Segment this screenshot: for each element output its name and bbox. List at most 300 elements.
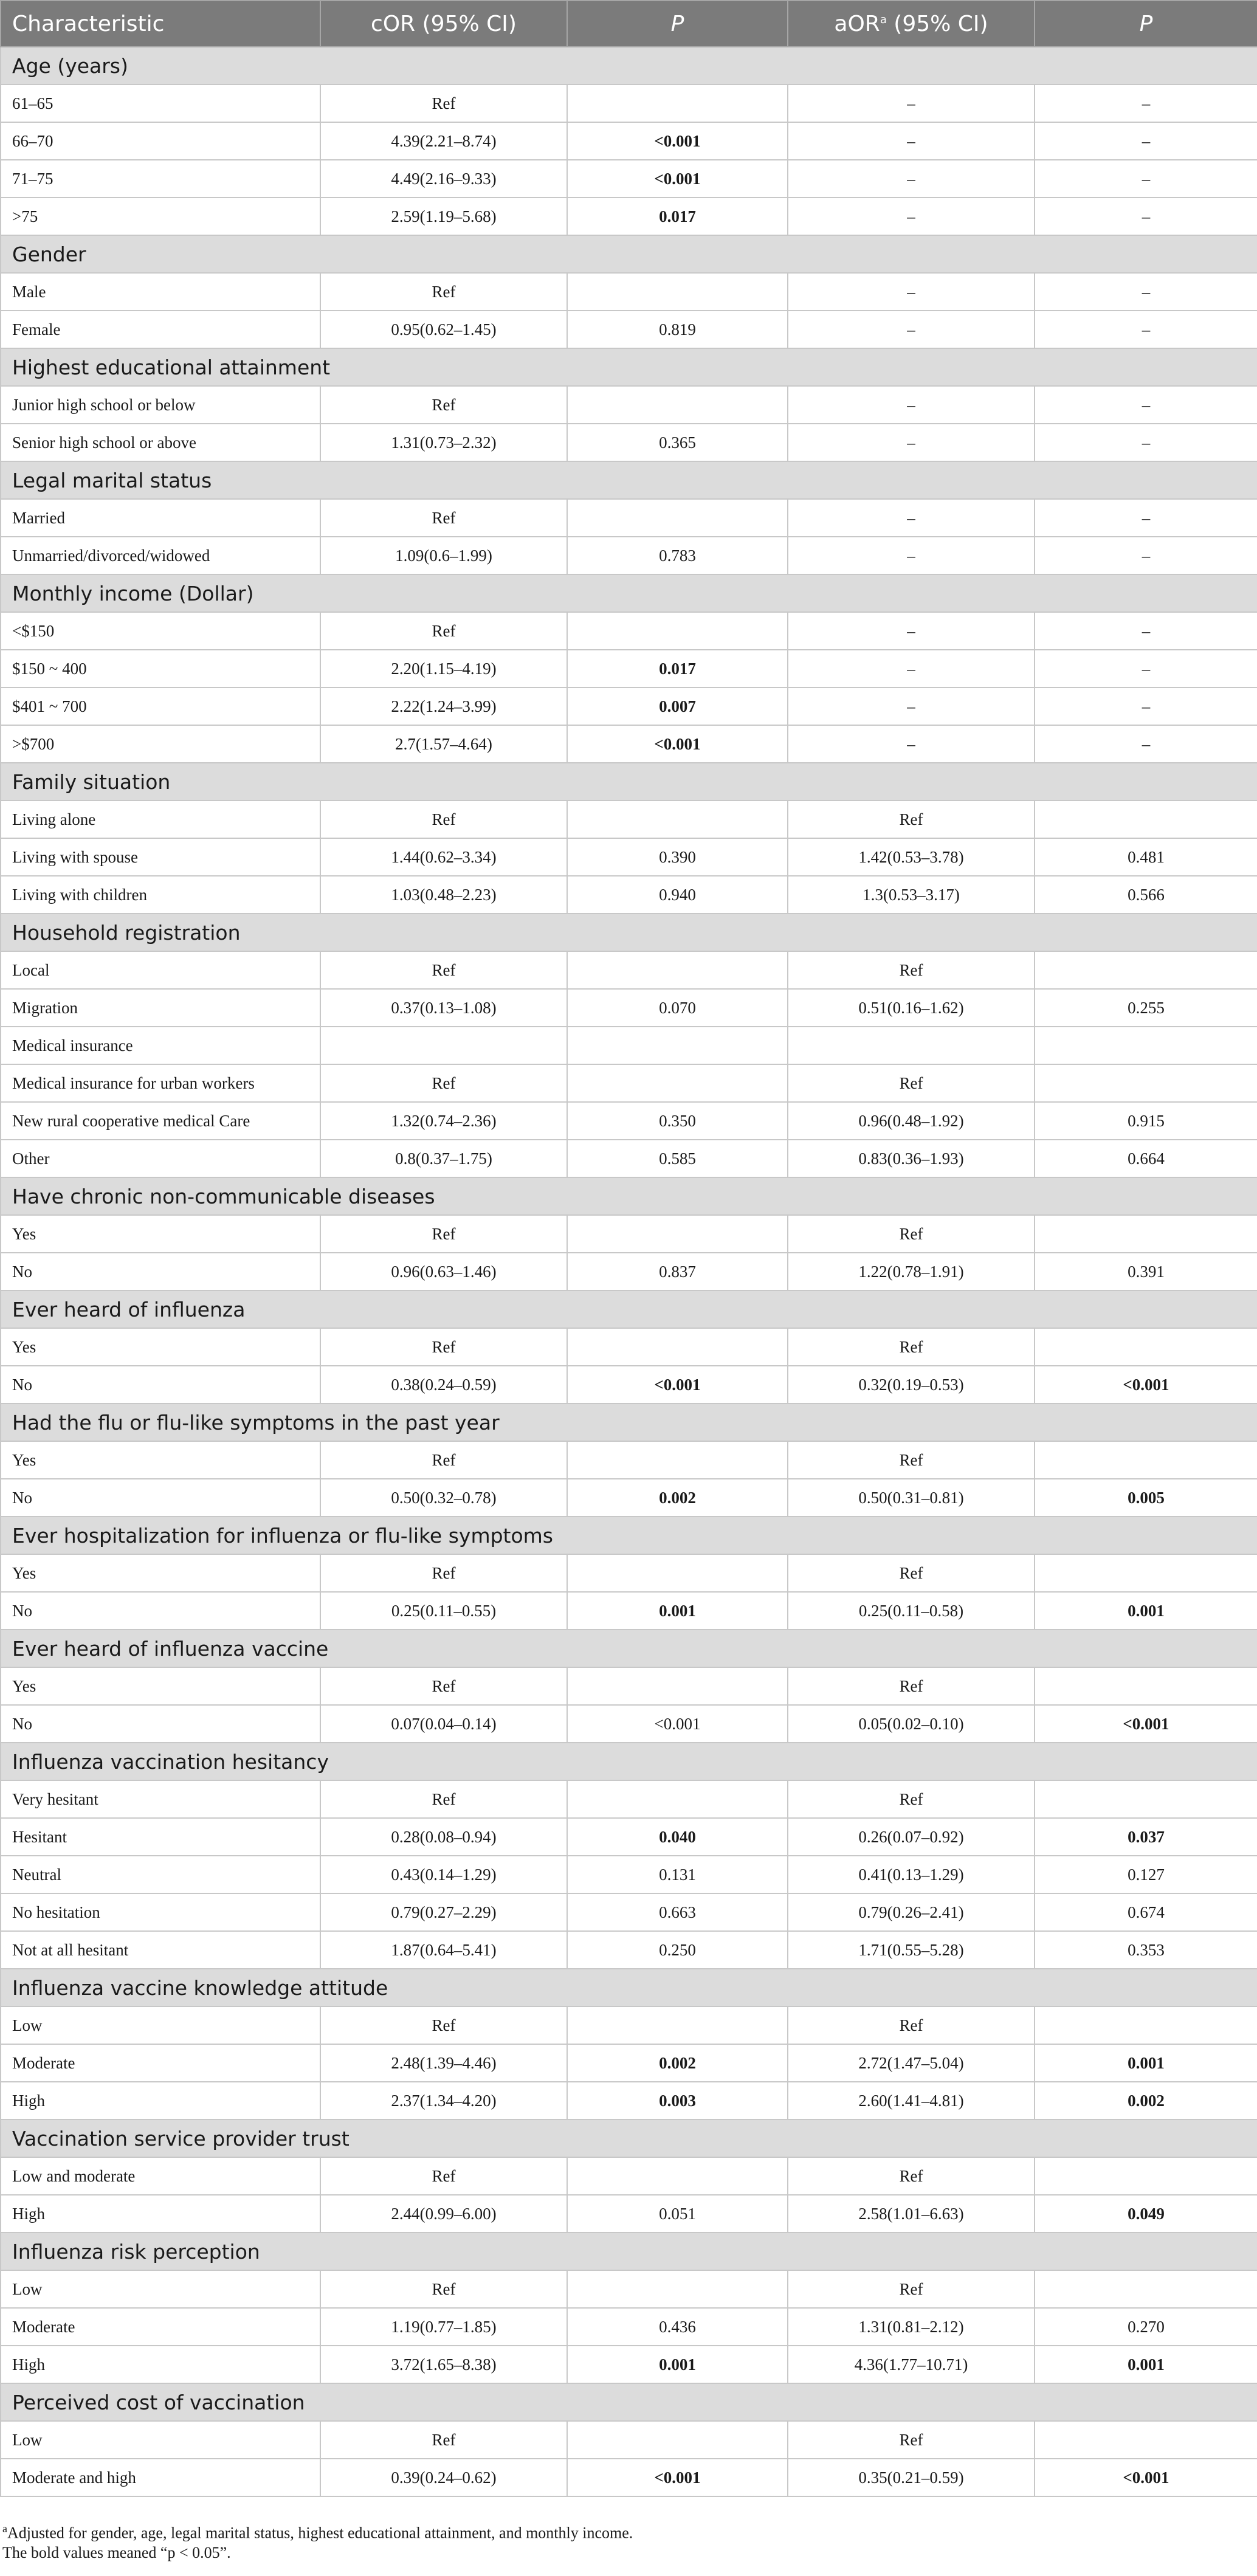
cell-p-adjusted: 0.481: [1035, 838, 1257, 876]
cell-p-adjusted: –: [1035, 650, 1257, 687]
row-label: No: [1, 1253, 320, 1290]
table-row: [1, 1818, 1257, 1856]
cell-p-adjusted: <0.001: [1035, 1366, 1257, 1403]
cell-cor: 0.79(0.27–2.29): [320, 1893, 567, 1931]
table-row: [1, 2157, 1257, 2195]
cell-p-crude: [567, 801, 788, 838]
section-row: [1, 2383, 1257, 2421]
cell-aor: 0.41(0.13–1.29): [788, 1856, 1035, 1893]
cell-p-crude: 0.017: [567, 198, 788, 235]
row-label: Living with children: [1, 876, 320, 914]
table-row: [1, 1366, 1257, 1403]
row-label: Unmarried/divorced/widowed: [1, 537, 320, 574]
cell-cor: 4.49(2.16–9.33): [320, 160, 567, 198]
cell-aor: 0.35(0.21–0.59): [788, 2459, 1035, 2496]
cell-cor: 4.39(2.21–8.74): [320, 122, 567, 160]
table-row: [1, 1253, 1257, 1290]
table-body: [1, 47, 1257, 2496]
cell-aor: 0.50(0.31–0.81): [788, 1479, 1035, 1517]
row-label: Yes: [1, 1328, 320, 1366]
cell-p-crude: [567, 1780, 788, 1818]
row-label: Low: [1, 2270, 320, 2308]
cell-p-crude: 0.002: [567, 2044, 788, 2082]
row-label: Local: [1, 951, 320, 989]
table-row: [1, 1328, 1257, 1366]
cell-p-crude: 0.001: [567, 1592, 788, 1630]
cell-aor: Ref: [788, 1064, 1035, 1102]
table-row: [1, 951, 1257, 989]
header-characteristic: Characteristic: [1, 1, 320, 47]
row-label: Migration: [1, 989, 320, 1027]
cell-p-adjusted: [1035, 1554, 1257, 1592]
row-label: Married: [1, 499, 320, 537]
cell-cor: 2.7(1.57–4.64): [320, 725, 567, 763]
table-row: [1, 1027, 1257, 1064]
cell-cor: 2.37(1.34–4.20): [320, 2082, 567, 2120]
cell-p-crude: [567, 84, 788, 122]
cell-aor: –: [788, 537, 1035, 574]
header-aor-label: aOR: [834, 11, 880, 36]
cell-aor: –: [788, 84, 1035, 122]
table-row: [1, 84, 1257, 122]
cell-aor: Ref: [788, 2157, 1035, 2195]
table-row: [1, 424, 1257, 461]
cell-aor: 0.05(0.02–0.10): [788, 1705, 1035, 1743]
cell-aor: –: [788, 273, 1035, 311]
table-row: [1, 160, 1257, 198]
row-label: Moderate: [1, 2044, 320, 2082]
table-row: [1, 122, 1257, 160]
cell-p-crude: <0.001: [567, 160, 788, 198]
table-row: [1, 1441, 1257, 1479]
row-label: 71–75: [1, 160, 320, 198]
row-label: No: [1, 1705, 320, 1743]
cell-p-adjusted: 0.127: [1035, 1856, 1257, 1893]
cell-cor: Ref: [320, 386, 567, 424]
table-row: [1, 311, 1257, 348]
table-row: [1, 1140, 1257, 1177]
cell-cor: 2.22(1.24–3.99): [320, 687, 567, 725]
cell-cor: 0.38(0.24–0.59): [320, 1366, 567, 1403]
cell-p-crude: 0.350: [567, 1102, 788, 1140]
table-row: [1, 2346, 1257, 2383]
cell-p-adjusted: 0.001: [1035, 2044, 1257, 2082]
cell-aor: –: [788, 160, 1035, 198]
table-row: [1, 1931, 1257, 1969]
header-row: [1, 1, 1257, 47]
row-label: Female: [1, 311, 320, 348]
cell-p-crude: [567, 386, 788, 424]
cell-p-crude: [567, 499, 788, 537]
cell-aor: –: [788, 311, 1035, 348]
section-title: Monthly income (Dollar): [1, 574, 1257, 612]
cell-aor: 0.83(0.36–1.93): [788, 1140, 1035, 1177]
section-title: Gender: [1, 235, 1257, 273]
section-title: Have chronic non-communicable diseases: [1, 1177, 1257, 1215]
cell-cor: Ref: [320, 499, 567, 537]
cell-p-adjusted: [1035, 1780, 1257, 1818]
cell-aor: Ref: [788, 2270, 1035, 2308]
cell-aor: 0.26(0.07–0.92): [788, 1818, 1035, 1856]
cell-aor: –: [788, 687, 1035, 725]
cell-aor: 1.22(0.78–1.91): [788, 1253, 1035, 1290]
cell-aor: 2.72(1.47–5.04): [788, 2044, 1035, 2082]
cell-p-crude: [567, 1554, 788, 1592]
cell-cor: 0.28(0.08–0.94): [320, 1818, 567, 1856]
table-row: [1, 687, 1257, 725]
cell-aor: –: [788, 725, 1035, 763]
table-row: [1, 1780, 1257, 1818]
header-cor: cOR (95% CI): [320, 1, 567, 47]
cell-p-adjusted: –: [1035, 537, 1257, 574]
row-label: No hesitation: [1, 1893, 320, 1931]
table-row: [1, 1102, 1257, 1140]
cell-aor: 4.36(1.77–10.71): [788, 2346, 1035, 2383]
cell-p-adjusted: [1035, 1064, 1257, 1102]
section-row: [1, 574, 1257, 612]
row-label: Junior high school or below: [1, 386, 320, 424]
table-row: [1, 273, 1257, 311]
row-label: Yes: [1, 1554, 320, 1592]
cell-cor: Ref: [320, 1554, 567, 1592]
cell-p-crude: 0.070: [567, 989, 788, 1027]
cell-aor: 2.58(1.01–6.63): [788, 2195, 1035, 2233]
cell-p-crude: 0.819: [567, 311, 788, 348]
row-label: Low and moderate: [1, 2157, 320, 2195]
cell-p-crude: [567, 1328, 788, 1366]
cell-p-crude: 0.007: [567, 687, 788, 725]
cell-p-adjusted: [1035, 2006, 1257, 2044]
cell-cor: 0.8(0.37–1.75): [320, 1140, 567, 1177]
section-title: Highest educational attainment: [1, 348, 1257, 386]
table-row: [1, 2044, 1257, 2082]
cell-p-crude: 0.663: [567, 1893, 788, 1931]
cell-p-adjusted: 0.005: [1035, 1479, 1257, 1517]
section-row: [1, 1403, 1257, 1441]
section-row: [1, 1177, 1257, 1215]
row-label: Yes: [1, 1667, 320, 1705]
cell-aor: 2.60(1.41–4.81): [788, 2082, 1035, 2120]
cell-p-adjusted: [1035, 1667, 1257, 1705]
cell-aor: –: [788, 198, 1035, 235]
cell-p-crude: 0.250: [567, 1931, 788, 1969]
cell-aor: –: [788, 122, 1035, 160]
cell-cor: Ref: [320, 84, 567, 122]
cell-p-adjusted: –: [1035, 725, 1257, 763]
cell-p-crude: 0.001: [567, 2346, 788, 2383]
cell-aor: –: [788, 386, 1035, 424]
table-row: [1, 1215, 1257, 1253]
section-title: Family situation: [1, 763, 1257, 801]
row-label: Other: [1, 1140, 320, 1177]
section-row: [1, 1290, 1257, 1328]
section-row: [1, 235, 1257, 273]
cell-cor: Ref: [320, 801, 567, 838]
cell-p-adjusted: <0.001: [1035, 2459, 1257, 2496]
cell-cor: Ref: [320, 2157, 567, 2195]
row-label: Hesitant: [1, 1818, 320, 1856]
cell-p-adjusted: [1035, 2270, 1257, 2308]
table-row: [1, 2006, 1257, 2044]
cell-aor: Ref: [788, 1554, 1035, 1592]
table-header: [1, 1, 1257, 47]
table-row: [1, 2270, 1257, 2308]
cell-cor: Ref: [320, 1328, 567, 1366]
cell-cor: Ref: [320, 1215, 567, 1253]
row-label: No: [1, 1479, 320, 1517]
table-footnotes: [0, 2516, 1257, 2565]
table-row: [1, 1592, 1257, 1630]
cell-p-adjusted: –: [1035, 612, 1257, 650]
cell-aor: Ref: [788, 2006, 1035, 2044]
row-label: Medical insurance: [1, 1027, 320, 1064]
cell-p-adjusted: –: [1035, 424, 1257, 461]
cell-p-crude: 0.585: [567, 1140, 788, 1177]
section-title: Influenza vaccination hesitancy: [1, 1743, 1257, 1780]
cell-p-adjusted: –: [1035, 198, 1257, 235]
cell-p-adjusted: <0.001: [1035, 1705, 1257, 1743]
cell-aor: –: [788, 424, 1035, 461]
section-row: [1, 348, 1257, 386]
row-label: $401 ~ 700: [1, 687, 320, 725]
row-label: New rural cooperative medical Care: [1, 1102, 320, 1140]
cell-p-adjusted: –: [1035, 311, 1257, 348]
cell-p-adjusted: [1035, 2157, 1257, 2195]
cell-p-crude: <0.001: [567, 1366, 788, 1403]
cell-p-crude: 0.017: [567, 650, 788, 687]
footnote-adjusted-text: Adjusted for gender, age, legal marital status, highest educational attainment, and monthly income.: [7, 2524, 633, 2542]
cell-aor: Ref: [788, 1780, 1035, 1818]
cell-cor: Ref: [320, 951, 567, 989]
cell-p-adjusted: 0.566: [1035, 876, 1257, 914]
row-label: 66–70: [1, 122, 320, 160]
cell-p-crude: [567, 1441, 788, 1479]
table-row: [1, 1856, 1257, 1893]
footnote-adjusted: [0, 2516, 1257, 2541]
cell-aor: –: [788, 499, 1035, 537]
cell-p-adjusted: –: [1035, 273, 1257, 311]
row-label: Medical insurance for urban workers: [1, 1064, 320, 1102]
section-title: Age (years): [1, 47, 1257, 84]
cell-cor: Ref: [320, 1441, 567, 1479]
cell-cor: 3.72(1.65–8.38): [320, 2346, 567, 2383]
table-row: [1, 499, 1257, 537]
cell-aor: Ref: [788, 801, 1035, 838]
cell-cor: Ref: [320, 1667, 567, 1705]
cell-p-crude: [567, 1215, 788, 1253]
cell-aor: 1.42(0.53–3.78): [788, 838, 1035, 876]
table-row: [1, 1064, 1257, 1102]
section-title: Influenza vaccine knowledge attitude: [1, 1969, 1257, 2006]
cell-aor: 0.51(0.16–1.62): [788, 989, 1035, 1027]
cell-p-crude: [567, 2421, 788, 2459]
row-label: Moderate: [1, 2308, 320, 2346]
cell-aor: –: [788, 612, 1035, 650]
cell-p-crude: 0.436: [567, 2308, 788, 2346]
cell-p-adjusted: 0.353: [1035, 1931, 1257, 1969]
cell-p-adjusted: –: [1035, 84, 1257, 122]
cell-p-adjusted: [1035, 1441, 1257, 1479]
cell-p-adjusted: –: [1035, 160, 1257, 198]
cell-p-crude: <0.001: [567, 725, 788, 763]
cell-cor: Ref: [320, 273, 567, 311]
section-title: Ever heard of influenza vaccine: [1, 1630, 1257, 1667]
cell-cor: Ref: [320, 612, 567, 650]
cell-cor: Ref: [320, 2270, 567, 2308]
cell-aor: Ref: [788, 951, 1035, 989]
section-row: [1, 47, 1257, 84]
cell-p-adjusted: [1035, 2421, 1257, 2459]
cell-p-crude: 0.365: [567, 424, 788, 461]
cell-p-adjusted: 0.255: [1035, 989, 1257, 1027]
footnote-bold: The bold values meaned “p < 0.05”.: [2, 2544, 231, 2561]
cell-cor: 1.32(0.74–2.36): [320, 1102, 567, 1140]
cell-p-crude: [567, 1064, 788, 1102]
section-title: Ever heard of influenza: [1, 1290, 1257, 1328]
row-label: >$700: [1, 725, 320, 763]
section-title: Perceived cost of vaccination: [1, 2383, 1257, 2421]
section-row: [1, 1630, 1257, 1667]
section-row: [1, 914, 1257, 951]
section-row: [1, 461, 1257, 499]
table-row: [1, 198, 1257, 235]
cell-aor: 1.3(0.53–3.17): [788, 876, 1035, 914]
cell-aor: 0.25(0.11–0.58): [788, 1592, 1035, 1630]
table-row: [1, 2459, 1257, 2496]
cell-p-crude: [567, 1667, 788, 1705]
cell-p-crude: 0.783: [567, 537, 788, 574]
table-row: [1, 1554, 1257, 1592]
section-title: Ever hospitalization for influenza or flu-like symptoms: [1, 1517, 1257, 1554]
cell-p-crude: [567, 951, 788, 989]
cell-cor: 2.59(1.19–5.68): [320, 198, 567, 235]
table-row: [1, 1479, 1257, 1517]
section-title: Legal marital status: [1, 461, 1257, 499]
table-row: [1, 2195, 1257, 2233]
row-label: $150 ~ 400: [1, 650, 320, 687]
cell-cor: Ref: [320, 2421, 567, 2459]
row-label: Low: [1, 2421, 320, 2459]
cell-p-crude: <0.001: [567, 122, 788, 160]
table-row: [1, 386, 1257, 424]
row-label: 61–65: [1, 84, 320, 122]
cell-cor: 1.44(0.62–3.34): [320, 838, 567, 876]
cell-p-crude: 0.940: [567, 876, 788, 914]
cell-cor: 2.44(0.99–6.00): [320, 2195, 567, 2233]
cell-p-crude: 0.003: [567, 2082, 788, 2120]
cell-aor: Ref: [788, 1215, 1035, 1253]
section-title: Influenza risk perception: [1, 2233, 1257, 2270]
cell-p-adjusted: 0.002: [1035, 2082, 1257, 2120]
cell-aor: Ref: [788, 1328, 1035, 1366]
section-row: [1, 1969, 1257, 2006]
table-row: [1, 537, 1257, 574]
cell-cor: [320, 1027, 567, 1064]
section-title: Household registration: [1, 914, 1257, 951]
cell-aor: [788, 1027, 1035, 1064]
cell-p-crude: <0.001: [567, 1705, 788, 1743]
row-label: High: [1, 2346, 320, 2383]
cell-p-adjusted: 0.001: [1035, 2346, 1257, 2383]
table-row: [1, 989, 1257, 1027]
cell-p-adjusted: 0.001: [1035, 1592, 1257, 1630]
cell-cor: 0.95(0.62–1.45): [320, 311, 567, 348]
table-row: [1, 1667, 1257, 1705]
cell-cor: 0.50(0.32–0.78): [320, 1479, 567, 1517]
row-label: High: [1, 2082, 320, 2120]
cell-p-adjusted: [1035, 1027, 1257, 1064]
table-row: [1, 876, 1257, 914]
cell-aor: 1.71(0.55–5.28): [788, 1931, 1035, 1969]
cell-p-crude: 0.837: [567, 1253, 788, 1290]
cell-p-adjusted: –: [1035, 122, 1257, 160]
header-aor-footnote-mark: a: [880, 13, 887, 26]
cell-p-adjusted: [1035, 951, 1257, 989]
row-label: Very hesitant: [1, 1780, 320, 1818]
row-label: >75: [1, 198, 320, 235]
cell-p-crude: <0.001: [567, 2459, 788, 2496]
row-label: No: [1, 1366, 320, 1403]
row-label: Moderate and high: [1, 2459, 320, 2496]
section-row: [1, 2233, 1257, 2270]
cell-aor: 1.31(0.81–2.12): [788, 2308, 1035, 2346]
cell-cor: 1.19(0.77–1.85): [320, 2308, 567, 2346]
header-p-crude: P: [567, 1, 788, 47]
cell-p-crude: 0.002: [567, 1479, 788, 1517]
section-row: [1, 1517, 1257, 1554]
cell-p-adjusted: 0.037: [1035, 1818, 1257, 1856]
cell-p-adjusted: 0.391: [1035, 1253, 1257, 1290]
cell-aor: Ref: [788, 1667, 1035, 1705]
header-aor-ci: (95% CI): [886, 11, 988, 36]
section-row: [1, 763, 1257, 801]
row-label: Low: [1, 2006, 320, 2044]
section-title: Vaccination service provider trust: [1, 2120, 1257, 2157]
table-row: [1, 612, 1257, 650]
cell-cor: 0.37(0.13–1.08): [320, 989, 567, 1027]
cell-p-crude: 0.040: [567, 1818, 788, 1856]
cell-p-crude: [567, 273, 788, 311]
table-row: [1, 1893, 1257, 1931]
cell-cor: 1.87(0.64–5.41): [320, 1931, 567, 1969]
cell-p-crude: [567, 1027, 788, 1064]
row-label: Living with spouse: [1, 838, 320, 876]
cell-p-adjusted: [1035, 1215, 1257, 1253]
cell-p-crude: 0.390: [567, 838, 788, 876]
row-label: High: [1, 2195, 320, 2233]
cell-aor: Ref: [788, 2421, 1035, 2459]
cell-p-crude: 0.051: [567, 2195, 788, 2233]
cell-cor: 0.07(0.04–0.14): [320, 1705, 567, 1743]
cell-cor: 1.31(0.73–2.32): [320, 424, 567, 461]
cell-p-adjusted: 0.664: [1035, 1140, 1257, 1177]
table-row: [1, 725, 1257, 763]
row-label: Living alone: [1, 801, 320, 838]
cell-cor: 2.20(1.15–4.19): [320, 650, 567, 687]
table-row: [1, 2308, 1257, 2346]
cell-cor: 2.48(1.39–4.46): [320, 2044, 567, 2082]
row-label: <$150: [1, 612, 320, 650]
cell-cor: 0.43(0.14–1.29): [320, 1856, 567, 1893]
row-label: Yes: [1, 1441, 320, 1479]
table-row: [1, 801, 1257, 838]
cell-aor: 0.79(0.26–2.41): [788, 1893, 1035, 1931]
section-row: [1, 2120, 1257, 2157]
cell-p-adjusted: –: [1035, 386, 1257, 424]
section-title: Had the flu or flu-like symptoms in the past year: [1, 1403, 1257, 1441]
row-label: Not at all hesitant: [1, 1931, 320, 1969]
cell-cor: Ref: [320, 1780, 567, 1818]
